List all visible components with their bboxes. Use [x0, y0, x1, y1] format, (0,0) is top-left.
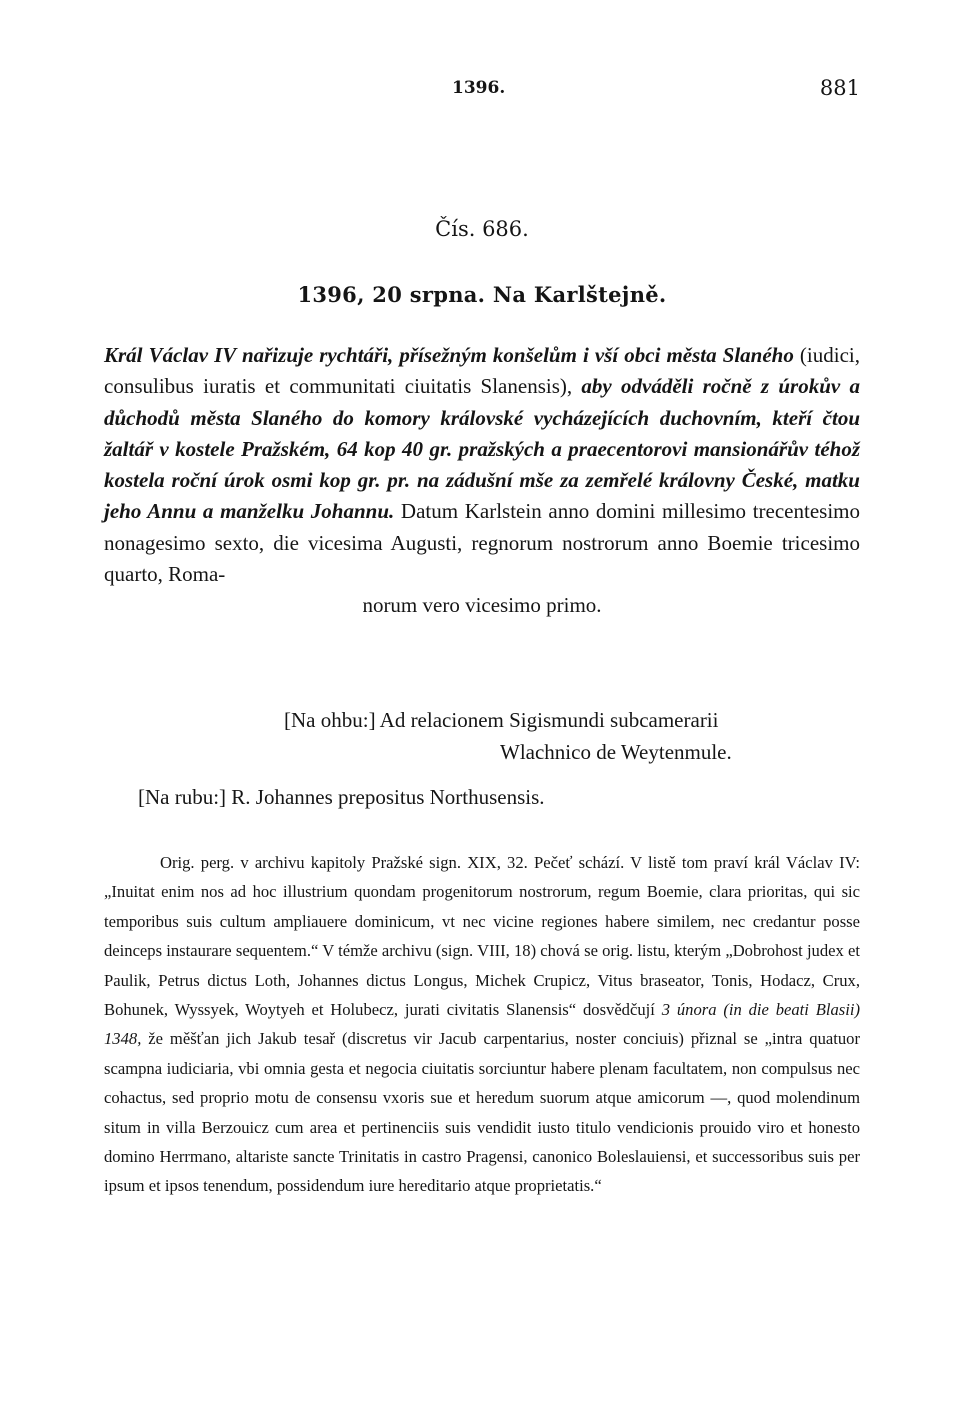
regest-latin-dating: Datum Karlstein anno domini millesimo trecentesimo nonagesimo sexto, die vicesima Augusti, regnorum nostrorum anno Boemie tricesimo quarto, Roma-: [104, 499, 860, 587]
apparatus-paragraph: [104, 848, 860, 1201]
page-number: 881: [819, 76, 860, 100]
document-number: Čís. 686.: [435, 217, 529, 241]
dorsal-note-line-1: [Na ohbu:] Ad relacionem Sigismundi subcamerarii: [284, 708, 719, 732]
regest-paragraph: [104, 340, 860, 622]
apparatus-text-1: Orig. perg. v archivu kapitoly Pražské sign. XIX, 32. Pečeť schází. V listě tom praví král Václav IV: „Inuitat enim nos ad hoc illustrium quondam progenitorum nostrorum, regum Boemie, clara prioritas, qui sic temporibus suis cultum ampliauere dominicum, vt nec vicine regiones habere similem, nec credantur posse deinceps instaurare sequentem.“ V témže archivu (sign. VIII, 18) chová se orig. listu, kterým „Dobrohost judex et Paulik, Petrus dictus Loth, Johannes dictus Longus, Michek Crupicz, Vitus braseator, Tonis, Hodacz, Crux, Bohunek, Wyssyek, Woytyeh et Holubecz, jurati civitatis Slanensis“ dosvědčují: [104, 853, 860, 1020]
critical-apparatus: [104, 848, 860, 1201]
regest-latin-dating-end: norum vero vicesimo primo.: [362, 593, 602, 618]
fold-note: [Na rubu:] R. Johannes prepositus Northusensis.: [138, 785, 545, 809]
document-regest: [104, 340, 860, 622]
dorsal-note: [284, 704, 860, 768]
regest-latin-address: (iudici, consulibus iuratis et communitati ciuitatis Slanensis),: [104, 343, 860, 399]
regest-czech-summary-2: aby odváděli ročně z úrokův a důchodů města Slaného do komory královské vycházejících duchovním, kteří čtou žaltář v kostele Pražském, 64 kop 40 gr. pražských a praecentorovi mansionářův téhož kostela roční úrok osmi kop gr. pr. na zádušní mše za zemřelé královny České, matku jeho Annu a manželku Johannu.: [104, 374, 860, 524]
running-head: [104, 78, 860, 102]
regest-czech-summary-1: Král Václav IV nařizuje rychtáři, přísežným konšelům i vší obci města Slaného: [104, 343, 794, 367]
document-date-place: 1396, 20 srpna. Na Karlštejně.: [297, 282, 667, 307]
apparatus-text-2: že měšťan jich Jakub tesař (discretus vir Jacub carpentarius, noster conciuis) přiznal se „intra quatuor scampna iudiciaria, vbi omnia gesta et negocia ciuitatis sorciuntur habere plenam facultatem, non compulsus nec cohactus, sed proprio motu de consensu vxoris sue et heredum suorum atque amicorum —, quod molendinum situm in villa Berzouicz cum area et pertinenciis suis vendidit iusto titulo vendicionis prouido viro et honesto domino Herrmano, altariste sancte Trinitatis in castro Pragensi, canonico Boleslauiensi, et successoribus suis per ipsum et ipsos tenendum, possidendum iure hereditario atque proprietatis.“: [104, 1029, 860, 1196]
dorsal-note-line-2: Wlachnico de Weytenmule.: [500, 740, 732, 764]
running-head-year: 1396.: [452, 78, 506, 98]
apparatus-italic-date: 3 února (in die beati Blasii) 1348,: [104, 1000, 860, 1049]
